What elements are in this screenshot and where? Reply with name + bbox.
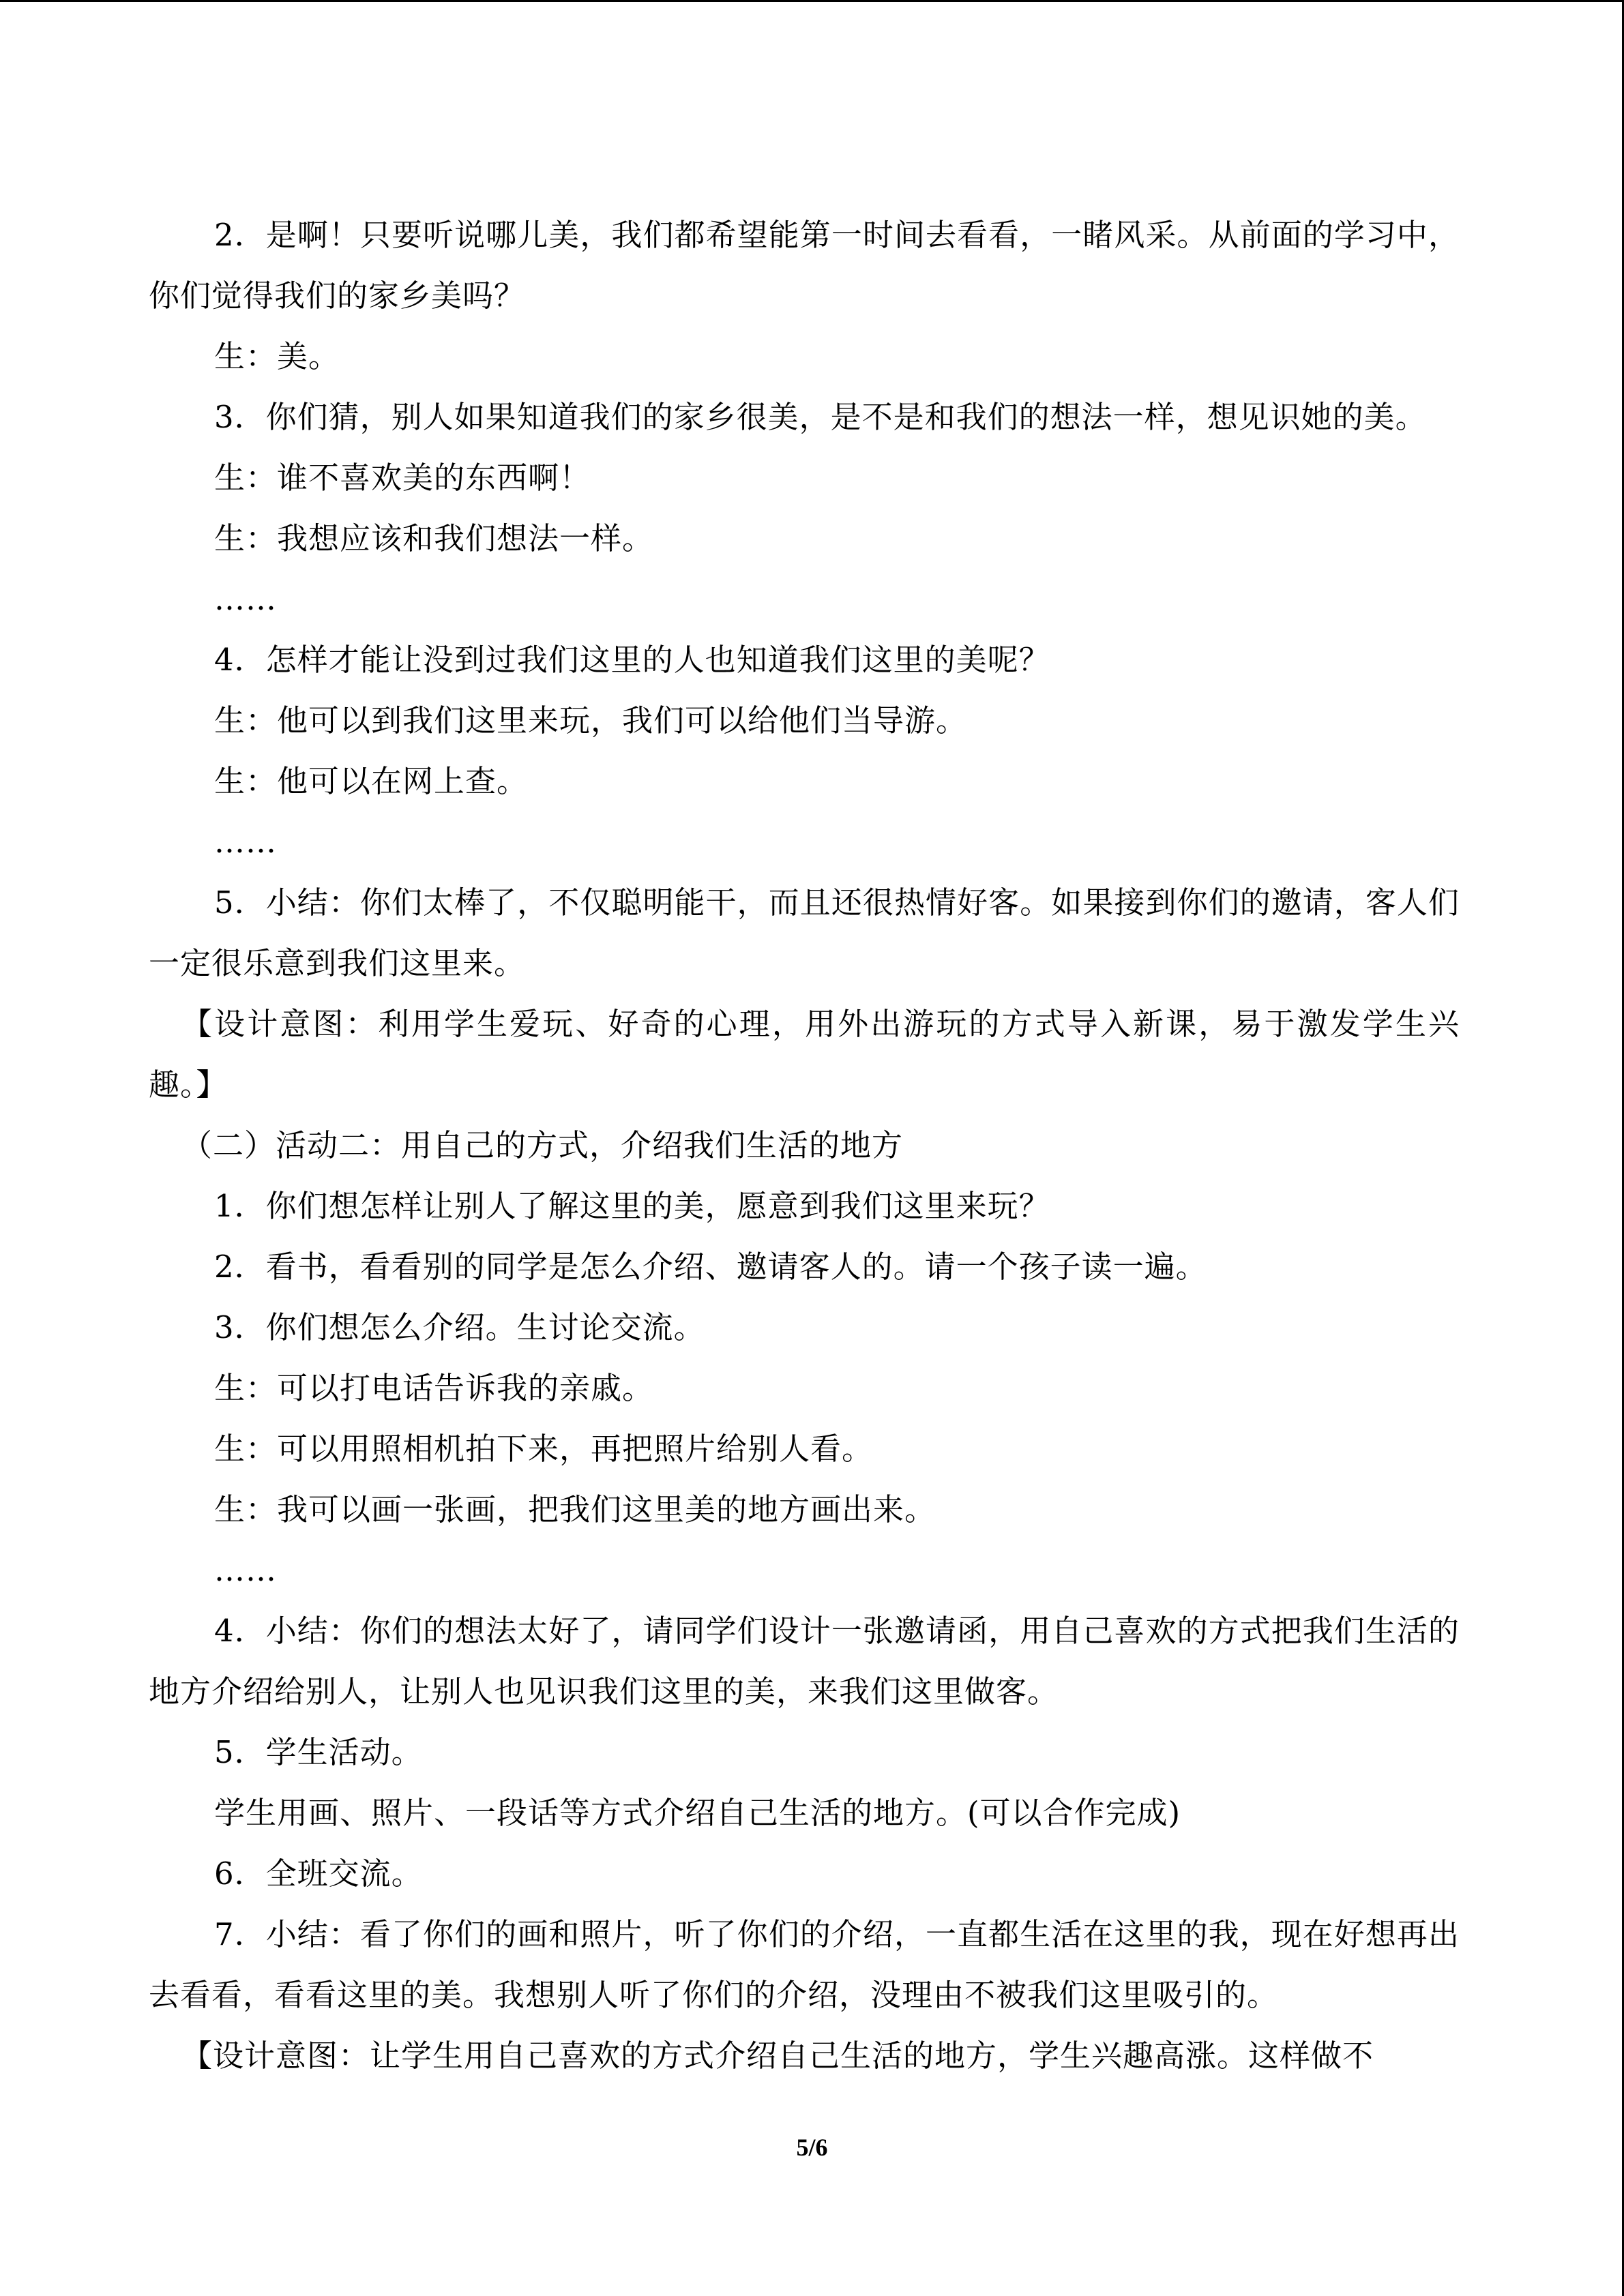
paragraph: 生：我想应该和我们想法一样。: [214, 520, 654, 556]
paragraph: 1．你们想怎样让别人了解这里的美，愿意到我们这里来玩？: [214, 1188, 1050, 1224]
paragraph: 4．怎样才能让没到过我们这里的人也知道我们这里的美呢？: [214, 642, 1050, 678]
paragraph: 2．是啊！只要听说哪儿美，我们都希望能第一时间去看看，一睹风采。从前面的学习中，你们觉得我们的家乡美吗？: [149, 217, 1460, 314]
paragraph: 4．小结：你们的想法太好了，请同学们设计一张邀请函，用自己喜欢的方式把我们生活的地方介绍给别人，让别人也见识我们这里的美，来我们这里做客。: [149, 1613, 1460, 1710]
paragraph: ……: [214, 824, 277, 860]
paragraph: 学生用画、照片、一段话等方式介绍自己生活的地方。(可以合作完成): [214, 1795, 1181, 1831]
paragraph: 3．你们猜，别人如果知道我们的家乡很美，是不是和我们的想法一样，想见识她的美。: [214, 399, 1427, 435]
design-intent-note: 【设计意图：利用学生爱玩、好奇的心理，用外出游玩的方式导入新课，易于激发学生兴趣。】: [149, 1006, 1460, 1103]
paragraph: 6．全班交流。: [214, 1855, 423, 1892]
paragraph: 生：谁不喜欢美的东西啊！: [214, 460, 591, 496]
page-top-border: [0, 0, 1624, 2]
paragraph: 2．看书，看看别的同学是怎么介绍、邀请客人的。请一个孩子读一遍。: [214, 1249, 1207, 1285]
paragraph: ……: [214, 1552, 277, 1588]
paragraph: 7．小结：看了你们的画和照片，听了你们的介绍，一直都生活在这里的我，现在好想再出去看看，看看这里的美。我想别人听了你们的介绍，没理由不被我们这里吸引的。: [149, 1916, 1460, 2013]
paragraph: 5．学生活动。: [214, 1734, 423, 1770]
paragraph: 生：他可以到我们这里来玩，我们可以给他们当导游。: [214, 702, 968, 739]
paragraph: 生：可以打电话告诉我的亲戚。: [214, 1370, 654, 1406]
document-body: [149, 205, 1460, 2086]
paragraph: ……: [214, 581, 277, 617]
paragraph: 5．小结：你们太棒了，不仅聪明能干，而且还很热情好客。如果接到你们的邀请，客人们一定很乐意到我们这里来。: [149, 884, 1460, 981]
paragraph: 生：他可以在网上查。: [214, 763, 529, 799]
page-number: 5/6: [796, 2134, 828, 2161]
design-intent-note: 【设计意图：让学生用自己喜欢的方式介绍自己生活的地方，学生兴趣高涨。这样做不: [181, 2038, 1374, 2074]
paragraph: 3．你们想怎么介绍。生讨论交流。: [214, 1309, 705, 1345]
paragraph: 生：美。: [214, 338, 340, 374]
section-heading: （二）活动二：用自己的方式，介绍我们生活的地方: [181, 1127, 904, 1163]
paragraph: 生：可以用照相机拍下来，再把照片给别人看。: [214, 1431, 874, 1467]
paragraph: 生：我可以画一张画，把我们这里美的地方画出来。: [214, 1491, 936, 1527]
